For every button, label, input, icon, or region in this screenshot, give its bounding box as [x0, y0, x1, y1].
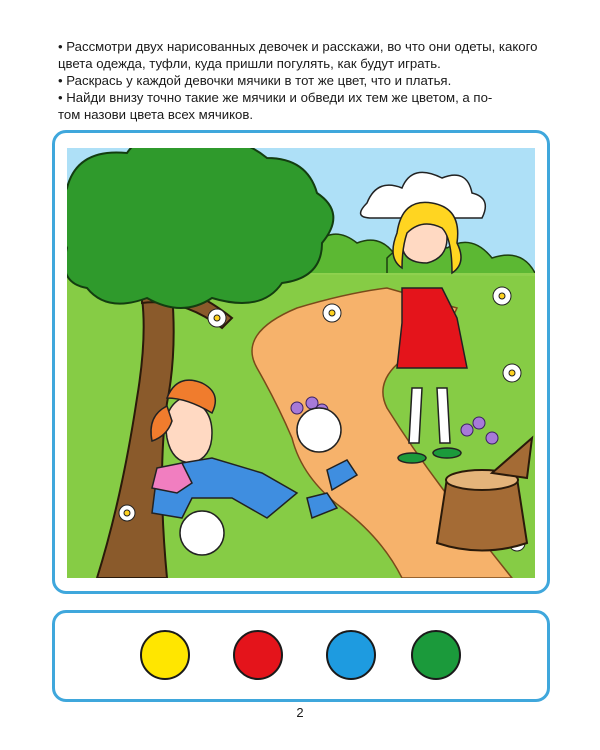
blank-ball	[180, 511, 224, 555]
instruction-line: • Рассмотри двух нарисованных девочек и расскажи, во что они одеты, какого	[58, 39, 538, 54]
answer-balls-frame	[52, 610, 550, 702]
park-illustration	[67, 148, 535, 578]
task-instructions	[58, 38, 558, 123]
page-number: 2	[296, 705, 304, 720]
blue-ball[interactable]	[326, 630, 376, 680]
yellow-ball[interactable]	[140, 630, 190, 680]
red-ball[interactable]	[233, 630, 283, 680]
instruction-line: • Найди внизу точно такие же мячики и обведи их тем же цветом, а по-	[58, 90, 493, 105]
instruction-line: том назови цвета всех мячиков.	[58, 107, 254, 122]
blank-ball	[297, 408, 341, 452]
green-ball[interactable]	[411, 630, 461, 680]
instruction-line: цвета одежда, туфли, куда пришли погулять, как будут играть.	[58, 56, 441, 71]
instruction-line: • Раскрась у каждой девочки мячики в тот же цвет, что и платья.	[58, 73, 452, 88]
